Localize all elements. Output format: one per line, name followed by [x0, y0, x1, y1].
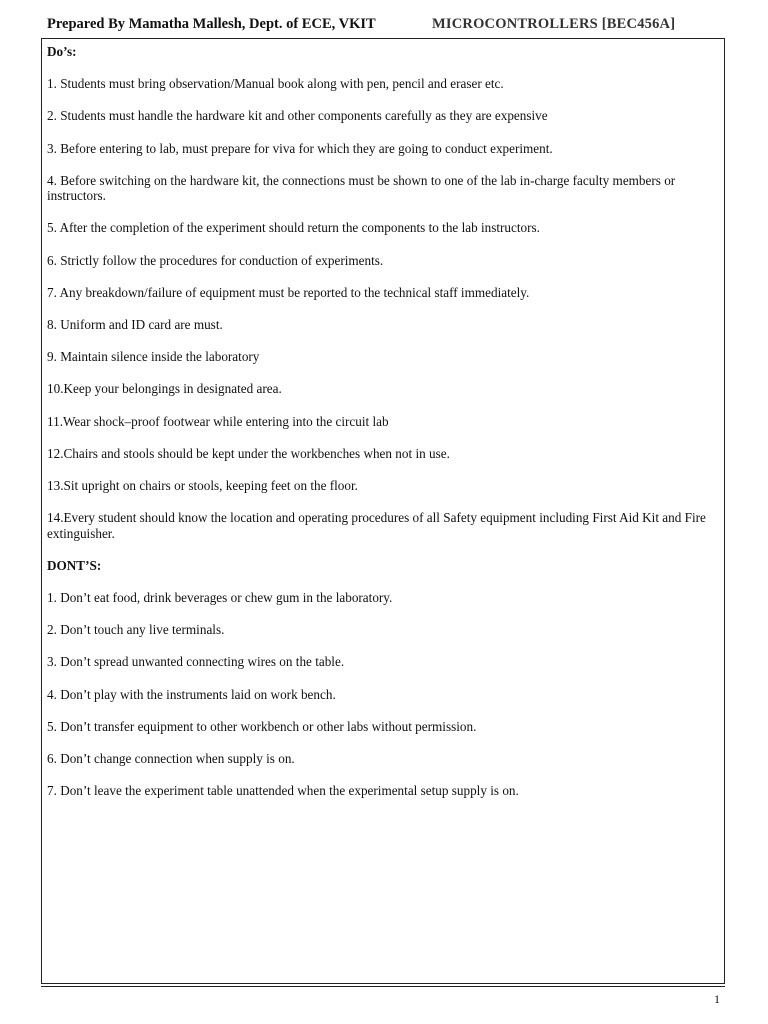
donts-item: 2. Don’t touch any live terminals. [47, 622, 225, 638]
donts-heading: DONT’S: [47, 557, 102, 573]
footer-divider [41, 986, 725, 987]
dos-item: 2. Students must handle the hardware kit and other components carefully as they are expensive [47, 108, 548, 124]
dos-item: 12.Chairs and stools should be kept under the workbenches when not in use. [47, 445, 450, 461]
header-course: MICROCONTROLLERS [BEC456A] [432, 16, 676, 32]
donts-item: 3. Don’t spread unwanted connecting wires on the table. [47, 654, 345, 670]
donts-item: 4. Don’t play with the instruments laid on work bench. [47, 686, 336, 702]
donts-item: 6. Don’t change connection when supply is on. [47, 750, 295, 766]
dos-item: 7. Any breakdown/failure of equipment must be reported to the technical staff immediately. [47, 284, 530, 300]
donts-item: 7. Don’t leave the experiment table unattended when the experimental setup supply is on. [47, 783, 519, 799]
content-box [41, 38, 725, 984]
dos-item: 8. Uniform and ID card are must. [47, 317, 223, 332]
dos-item: 13.Sit upright on chairs or stools, keeping feet on the floor. [47, 477, 358, 493]
donts-item: 1. Don’t eat food, drink beverages or chew gum in the laboratory. [47, 590, 393, 605]
dos-item: 3. Before entering to lab, must prepare for viva for which they are going to conduct experiment. [47, 140, 553, 156]
dos-item: 14.Every student should know the location and operating procedures of all Safety equipment including First Aid Kit and Fire extinguisher. [47, 510, 706, 541]
dos-item: 6. Strictly follow the procedures for conduction of experiments. [47, 252, 384, 268]
page-number: 1 [714, 992, 720, 1006]
dos-item: 5. After the completion of the experiment should return the components to the lab instructors. [47, 220, 540, 236]
header-author: Prepared By Mamatha Mallesh, Dept. of ECE, VKIT [47, 16, 376, 32]
donts-item: 5. Don’t transfer equipment to other workbench or other labs without permission. [47, 718, 477, 734]
dos-item: 1. Students must bring observation/Manual book along with pen, pencil and eraser etc. [47, 76, 504, 92]
dos-item: 11.Wear shock–proof footwear while entering into the circuit lab [47, 413, 389, 429]
dos-item: 9. Maintain silence inside the laboratory [47, 349, 260, 365]
content-body [47, 44, 720, 815]
dos-heading: Do’s: [47, 44, 77, 59]
page-header [47, 14, 728, 36]
dos-item: 4. Before switching on the hardware kit, the connections must be shown to one of the lab in-charge faculty members or instructors. [47, 172, 676, 204]
dos-item: 10.Keep your belongings in designated area. [47, 381, 282, 397]
